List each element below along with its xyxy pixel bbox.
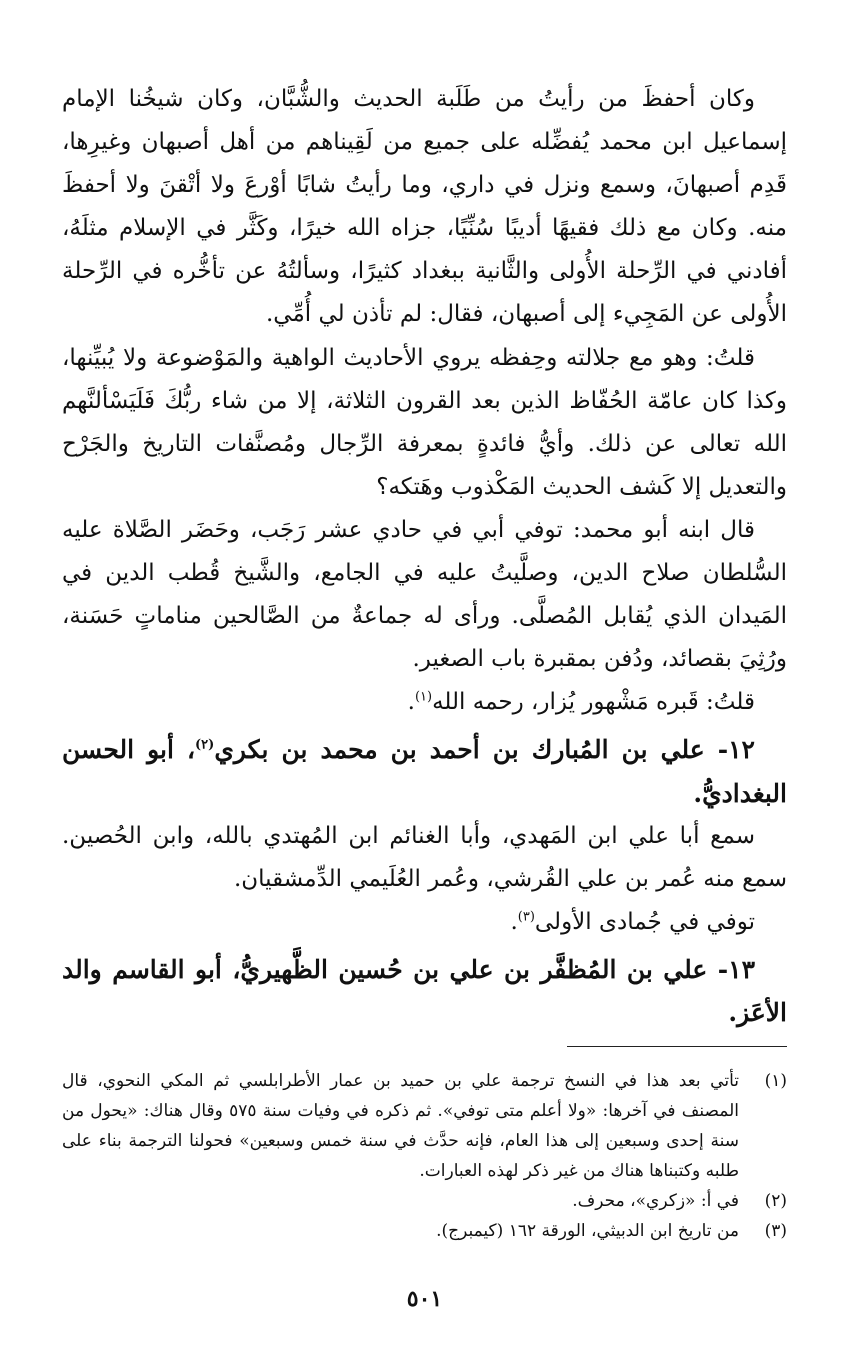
footnote-1-text: تأتي بعد هذا في النسخ ترجمة علي بن حميد بن عمار الأطرابلسي ثم المكي النحوي، قال المصنف في آخرها: «ولا أعلم متى توفي». ثم ذكره في وفيات سنة ٥٧٥ وقال هناك: «يحول من سنة إحدى وسبعين إلى هذا العام، فإنه حدَّث في سنة خمس وسبعين» فحولنا الترجمة بناء على طلبه وكتبناها هناك من غير ذكر لهذه العبارات.: [62, 1071, 739, 1181]
footnote-3-text: من تاريخ ابن الدبيثي، الورقة ١٦٢ (كيمبرج).: [436, 1221, 739, 1241]
footnotes: [62, 1066, 787, 1246]
paragraph-2: قلتُ: وهو مع جلالته وحِفظه يروي الأحاديث الواهية والمَوْضوعة ولا يُبيِّنها، وكذا كان عامّة الحُفّاظ الذين بعد القرون الثلاثة، إلا من شاء ربُّكَ فَلَيَسْألنَّهم الله تعالى عن ذلك. وأيُّ فائدةٍ بمعرفة الرِّجال ومُصنَّفات التاريخ والجَرْح والتعديل إلا كَشف الحديث المَكْذوب وهَتكه؟: [62, 344, 787, 500]
main-text: [62, 78, 787, 1034]
entry-12-name: ١٢- علي بن المُبارك بن أحمد بن محمد بن بكري: [214, 735, 755, 765]
paragraph-4: قلتُ: قَبره مَشْهور يُزار، رحمه الله$^{(١)}$.: [407, 689, 755, 716]
paragraph-3: قال ابنه أبو محمد: توفي أبي في حادي عشر رَجَب، وحَضَر الصَّلاة عليه السُّلطان صلاح الدين، وصلَّيتُ عليه في الجامع، والشَّيخ قُطب الدين في المَيدان الذي يُقابل المُصلَّى. ورأى له جماعةٌ من الصَّالحين مناماتٍ حَسَنة، ورُثِيَ بقصائد، ودُفن بمقبرة باب الصغير.: [62, 516, 787, 673]
page-number: ٥٠١: [406, 1286, 443, 1312]
paragraph-5: سمع أبا علي ابن المَهدي، وأبا الغنائم ابن المُهتدي بالله، وابن الحُصين. سمع منه عُمر بن علي القُرشي، وعُمر العُلَيمي الدِّمشقيان.: [62, 822, 787, 892]
footnote-2-text: في أ: «زكري»، محرف.: [572, 1191, 739, 1211]
footnote-2-number: (٢): [764, 1191, 787, 1211]
entry-13-heading: ١٣- علي بن المُظفَّر بن علي بن حُسين الظَّهيريُّ، أبو القاسم والد الأعَز.: [62, 954, 787, 1027]
paragraph-6-text: توفي في جُمادى الأولى: [534, 908, 755, 935]
paragraph-1: وكان أحفظَ من رأيتُ من طَلَبة الحديث والشُّبَّان، وكان شيخُنا الإمام إسماعيل ابن محمد يُفضِّله على جميع من لَقِيناهم من أهل أصبهان وغيرِها، قَدِم أصبهانَ، وسمع ونزل في داري، وما رأيتُ شابًا أوْرعَ ولا أتْقنَ ولا أحفظَ منه. وكان مع ذلك فقيهًا أديبًا سُنِّيًا، جزاه الله خيرًا، وكَثَّر في الإسلام مثلَهُ، أفادني في الرِّحلة الأُولى والثَّانية ببغداد كثيرًا، وسألتُهُ عن تأخُّره في الرِّحلة الأُولى عن المَجِيء إلى أصبهان، فقال: لم تأذن لي أُمِّي.: [62, 86, 787, 328]
footnote-1: [62, 1066, 787, 1186]
entry-12-heading: [62, 728, 787, 814]
footnote-ref-3: (٣): [517, 909, 535, 925]
footnote-3: [62, 1216, 787, 1246]
entry-12-kunya: ، أبو الحسن البغداديُّ.: [62, 735, 787, 808]
paragraph-6: توفي في جُمادى الأولى$^{(٣)}$.: [510, 908, 755, 935]
footnote-divider: [567, 1046, 787, 1047]
footnote-2: [62, 1186, 787, 1216]
footnote-1-number: (١): [764, 1071, 787, 1091]
footnote-ref-2: (٢): [195, 738, 215, 754]
paragraph-4-text: قلتُ: قَبره مَشْهور يُزار، رحمه الله: [432, 689, 755, 716]
footnote-ref-1: (١): [414, 689, 433, 705]
footnote-3-number: (٣): [764, 1221, 787, 1241]
